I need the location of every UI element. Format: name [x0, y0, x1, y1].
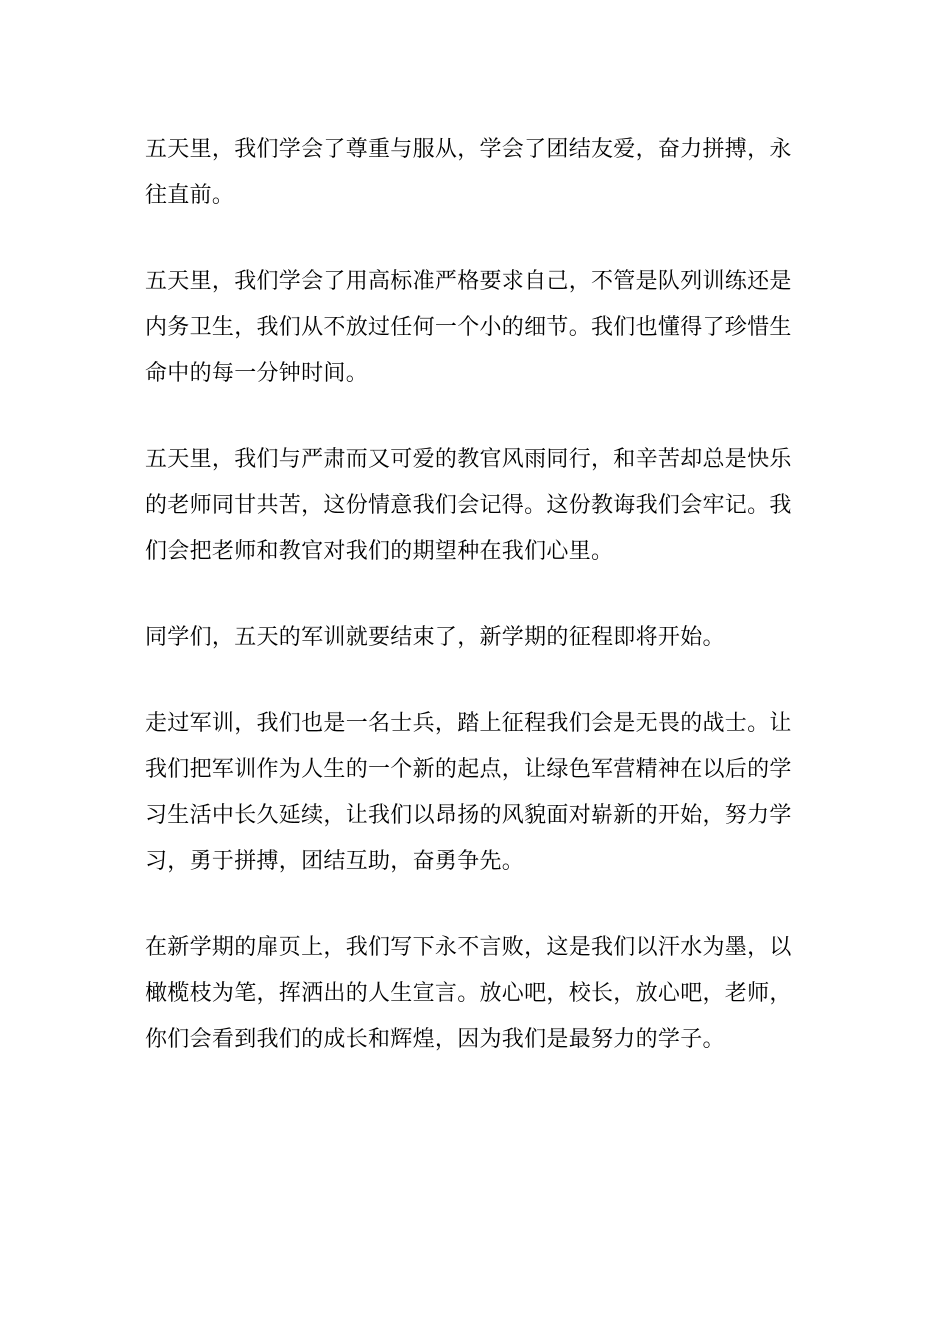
paragraph-4 — [145, 615, 809, 661]
paragraph-line: 橄榄枝为笔，挥洒出的人生宣言。放心吧，校长，放心吧，老师， — [145, 981, 792, 1006]
paragraph-line: 我们把军训作为人生的一个新的起点，让绿色军营精神在以后的学 — [145, 757, 792, 782]
paragraph-6 — [145, 925, 809, 1063]
paragraph-line: 五天里，我们学会了用高标准严格要求自己，不管是队列训练还是 — [145, 269, 792, 294]
paragraph-line: 在新学期的扉页上，我们写下永不言败，这是我们以汗水为墨，以 — [145, 935, 792, 960]
paragraph-line: 习，勇于拼搏，团结互助，奋勇争先。 — [145, 849, 525, 874]
paragraph-1 — [145, 127, 809, 219]
paragraph-line: 五天里，我们与严肃而又可爱的教官风雨同行，和辛苦却总是快乐 — [145, 447, 792, 472]
paragraph-line: 习生活中长久延续，让我们以昂扬的风貌面对崭新的开始，努力学 — [145, 803, 792, 828]
paragraph-line: 同学们，五天的军训就要结束了，新学期的征程即将开始。 — [145, 625, 725, 650]
paragraph-line: 们会把老师和教官对我们的期望种在我们心里。 — [145, 539, 614, 564]
paragraph-line: 走过军训，我们也是一名士兵，踏上征程我们会是无畏的战士。让 — [145, 711, 792, 736]
paragraph-line: 的老师同甘共苦，这份情意我们会记得。这份教诲我们会牢记。我 — [145, 493, 792, 518]
document-body — [145, 127, 809, 1103]
paragraph-2 — [145, 259, 809, 397]
paragraph-line: 内务卫生，我们从不放过任何一个小的细节。我们也懂得了珍惜生 — [145, 315, 792, 340]
paragraph-line: 命中的每一分钟时间。 — [145, 361, 369, 386]
paragraph-3 — [145, 437, 809, 575]
paragraph-line: 五天里，我们学会了尊重与服从，学会了团结友爱，奋力拼搏，永 — [145, 137, 792, 162]
paragraph-5 — [145, 701, 809, 885]
paragraph-line: 你们会看到我们的成长和辉煌，因为我们是最努力的学子。 — [145, 1027, 725, 1052]
paragraph-line: 往直前。 — [145, 183, 235, 208]
